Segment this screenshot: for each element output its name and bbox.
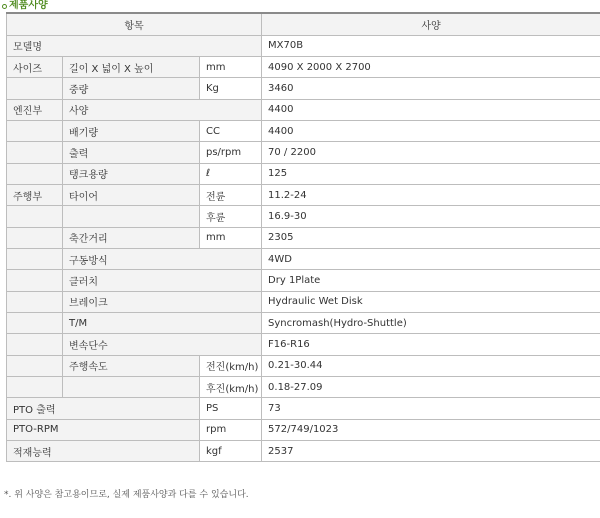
row-unit: 후륜 (200, 206, 262, 227)
table-row (7, 377, 600, 398)
row-category: 적재능력 (7, 441, 200, 462)
row-value: 16.9-30 (262, 206, 600, 227)
row-item: 구동방식 (63, 248, 262, 269)
table-row (7, 291, 600, 312)
table-row (7, 441, 600, 462)
row-item (63, 206, 200, 227)
row-category (7, 355, 63, 376)
row-item: T/M (63, 312, 262, 333)
table-header-row (7, 13, 600, 35)
row-item: 길이 X 넓이 X 높이 (63, 56, 200, 77)
row-item: 주행속도 (63, 355, 200, 376)
row-unit: ps/rpm (200, 142, 262, 163)
row-unit: 후진(km/h) (200, 377, 262, 398)
row-unit: kgf (200, 441, 262, 462)
row-category (7, 334, 63, 355)
row-value: 2305 (262, 227, 600, 248)
row-value: 125 (262, 163, 600, 184)
row-unit: 전륜 (200, 184, 262, 205)
table-row (7, 248, 600, 269)
row-value: F16-R16 (262, 334, 600, 355)
row-value: 4WD (262, 248, 600, 269)
row-category (7, 206, 63, 227)
row-unit: PS (200, 398, 262, 419)
row-category (7, 291, 63, 312)
row-unit: rpm (200, 419, 262, 440)
table-row (7, 270, 600, 291)
table-row (7, 227, 600, 248)
row-item: 출력 (63, 142, 200, 163)
row-unit: ℓ (200, 163, 262, 184)
row-category (7, 227, 63, 248)
table-row (7, 419, 600, 440)
row-category: 사이즈 (7, 56, 63, 77)
table-row (7, 184, 600, 205)
table-row (7, 206, 600, 227)
row-category: 모델명 (7, 35, 262, 56)
row-category (7, 78, 63, 99)
row-item: 브레이크 (63, 291, 262, 312)
row-item: 축간거리 (63, 227, 200, 248)
row-unit: mm (200, 227, 262, 248)
row-unit: mm (200, 56, 262, 77)
header-item: 항목 (7, 13, 262, 35)
row-value: MX70B (262, 35, 600, 56)
row-value: Syncromash(Hydro-Shuttle) (262, 312, 600, 333)
table-row (7, 355, 600, 376)
row-category (7, 248, 63, 269)
row-value: 73 (262, 398, 600, 419)
row-item: 중량 (63, 78, 200, 99)
row-unit: CC (200, 120, 262, 141)
row-unit: 전진(km/h) (200, 355, 262, 376)
row-category: 엔진부 (7, 99, 63, 120)
row-category (7, 142, 63, 163)
table-row (7, 163, 600, 184)
row-category (7, 120, 63, 141)
row-value: 4090 X 2000 X 2700 (262, 56, 600, 77)
table-row (7, 78, 600, 99)
footnote: *. 위 사양은 참고용이므로, 실제 제품사양과 다를 수 있습니다. (4, 490, 249, 500)
row-value: 0.21-30.44 (262, 355, 600, 376)
table-row (7, 334, 600, 355)
table-row (7, 99, 600, 120)
table-row (7, 398, 600, 419)
table-row (7, 142, 600, 163)
row-category: PTO-RPM (7, 419, 200, 440)
row-category (7, 270, 63, 291)
row-value: 11.2-24 (262, 184, 600, 205)
row-item: 변속단수 (63, 334, 262, 355)
row-value: Hydraulic Wet Disk (262, 291, 600, 312)
table-row (7, 120, 600, 141)
table-row (7, 35, 600, 56)
row-item: 배기량 (63, 120, 200, 141)
row-value: 2537 (262, 441, 600, 462)
row-category: 주행부 (7, 184, 63, 205)
row-category (7, 377, 63, 398)
table-row (7, 312, 600, 333)
row-value: 3460 (262, 78, 600, 99)
row-value: 4400 (262, 120, 600, 141)
row-item: 타이어 (63, 184, 200, 205)
row-value: 70 / 2200 (262, 142, 600, 163)
bullet-icon (2, 4, 7, 9)
section-title (2, 0, 48, 12)
spec-table (6, 12, 600, 462)
table-row (7, 56, 600, 77)
row-item: 탱크용량 (63, 163, 200, 184)
section-title-text: 제품사양 (9, 0, 48, 11)
row-item: 사양 (63, 99, 262, 120)
row-item (63, 377, 200, 398)
row-category (7, 312, 63, 333)
row-value: 0.18-27.09 (262, 377, 600, 398)
row-value: Dry 1Plate (262, 270, 600, 291)
row-value: 572/749/1023 (262, 419, 600, 440)
row-category (7, 163, 63, 184)
row-category: PTO 출력 (7, 398, 200, 419)
row-unit: Kg (200, 78, 262, 99)
row-value: 4400 (262, 99, 600, 120)
header-spec: 사양 (262, 13, 600, 35)
row-item: 클러치 (63, 270, 262, 291)
